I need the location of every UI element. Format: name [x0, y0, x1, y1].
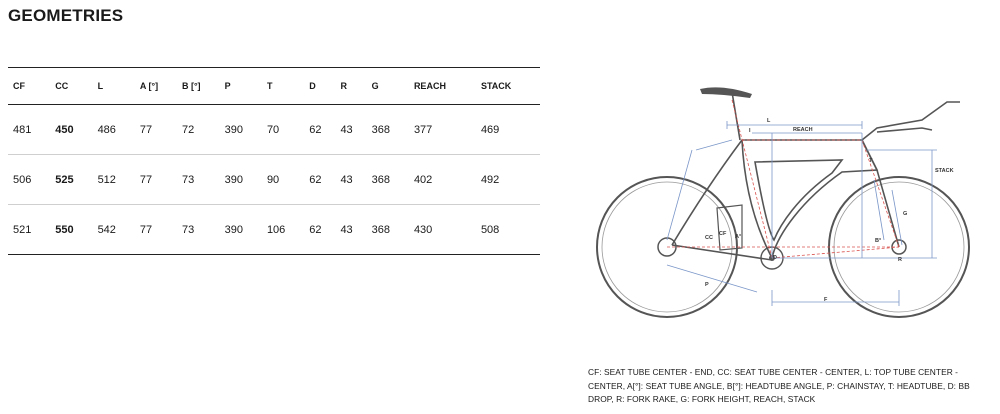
label-l: L: [767, 118, 771, 124]
table-row: [8, 155, 540, 205]
label-r: R: [898, 257, 902, 263]
column-header-cc: CC: [50, 68, 92, 105]
cell-g: 368: [367, 155, 409, 205]
column-header-stack: STACK: [476, 68, 540, 105]
cell-t: 70: [262, 105, 304, 155]
cell-d: 62: [304, 105, 335, 155]
column-header-l: L: [93, 68, 135, 105]
cell-cc: 525: [50, 155, 92, 205]
cell-stack: 508: [476, 205, 540, 255]
cell-cc: 550: [50, 205, 92, 255]
column-header-t: T: [262, 68, 304, 105]
bike-geometry-diagram: [592, 80, 992, 338]
cell-r: 43: [335, 205, 366, 255]
cell-p: 390: [220, 105, 262, 155]
reference-lines: [667, 100, 899, 258]
cell-stack: 469: [476, 105, 540, 155]
column-header-d: D: [304, 68, 335, 105]
cell-r: 43: [335, 105, 366, 155]
cell-a: 77: [135, 205, 177, 255]
cell-t: 106: [262, 205, 304, 255]
cell-reach: 430: [409, 205, 476, 255]
cell-reach: 402: [409, 155, 476, 205]
label-p: P: [705, 282, 709, 288]
cell-r: 43: [335, 155, 366, 205]
cell-d: 62: [304, 205, 335, 255]
bike-frame: [672, 92, 960, 260]
cell-a: 77: [135, 105, 177, 155]
cell-g: 368: [367, 105, 409, 155]
cell-l: 486: [93, 105, 135, 155]
label-d: D: [773, 255, 777, 261]
cell-p: 390: [220, 155, 262, 205]
label-cc: CC: [705, 235, 713, 241]
table-row: [8, 205, 540, 255]
label-reach: REACH: [793, 127, 813, 133]
legend-text: CF: SEAT TUBE CENTER - END, CC: SEAT TUBE CENTER - CENTER, L: TOP TUBE CENTER - CENTER, A[°]: SEAT TUBE ANGLE, B[°]: HEADTUBE ANGLE, P: CHAINSTAY, T: HEADTUBE, D: BB DROP, R: FORK RAKE, G: FORK HEIGHT, REACH, STACK: [588, 367, 970, 405]
column-header-reach: REACH: [409, 68, 476, 105]
column-header-p: P: [220, 68, 262, 105]
cell-reach: 377: [409, 105, 476, 155]
cell-b: 72: [177, 105, 220, 155]
geometry-table: [8, 67, 540, 255]
label-t: T: [869, 158, 873, 164]
label-i: I: [749, 128, 751, 134]
column-header-a: A [°]: [135, 68, 177, 105]
page-title: GEOMETRIES: [8, 6, 124, 25]
dimension-lines: [667, 121, 937, 306]
cell-p: 390: [220, 205, 262, 255]
label-stack: STACK: [935, 168, 954, 174]
disc-brake-icon: [717, 205, 742, 250]
label-b: B°: [875, 238, 882, 244]
cell-cc: 450: [50, 105, 92, 155]
table-header-row: [8, 68, 540, 105]
label-f: F: [824, 297, 828, 303]
cell-b: 73: [177, 155, 220, 205]
column-header-g: G: [367, 68, 409, 105]
cell-l: 542: [93, 205, 135, 255]
cell-cf: 481: [8, 105, 50, 155]
label-cf: CF: [719, 231, 727, 237]
table-row: [8, 105, 540, 155]
cell-t: 90: [262, 155, 304, 205]
cell-d: 62: [304, 155, 335, 205]
column-header-b: B [°]: [177, 68, 220, 105]
cell-a: 77: [135, 155, 177, 205]
cell-b: 73: [177, 205, 220, 255]
cell-l: 512: [93, 155, 135, 205]
saddle-icon: [700, 87, 752, 98]
cell-cf: 506: [8, 155, 50, 205]
label-g: G: [903, 211, 908, 217]
column-header-cf: CF: [8, 68, 50, 105]
column-header-r: R: [335, 68, 366, 105]
label-a: A°: [735, 234, 742, 240]
cell-cf: 521: [8, 205, 50, 255]
cell-stack: 492: [476, 155, 540, 205]
cell-g: 368: [367, 205, 409, 255]
